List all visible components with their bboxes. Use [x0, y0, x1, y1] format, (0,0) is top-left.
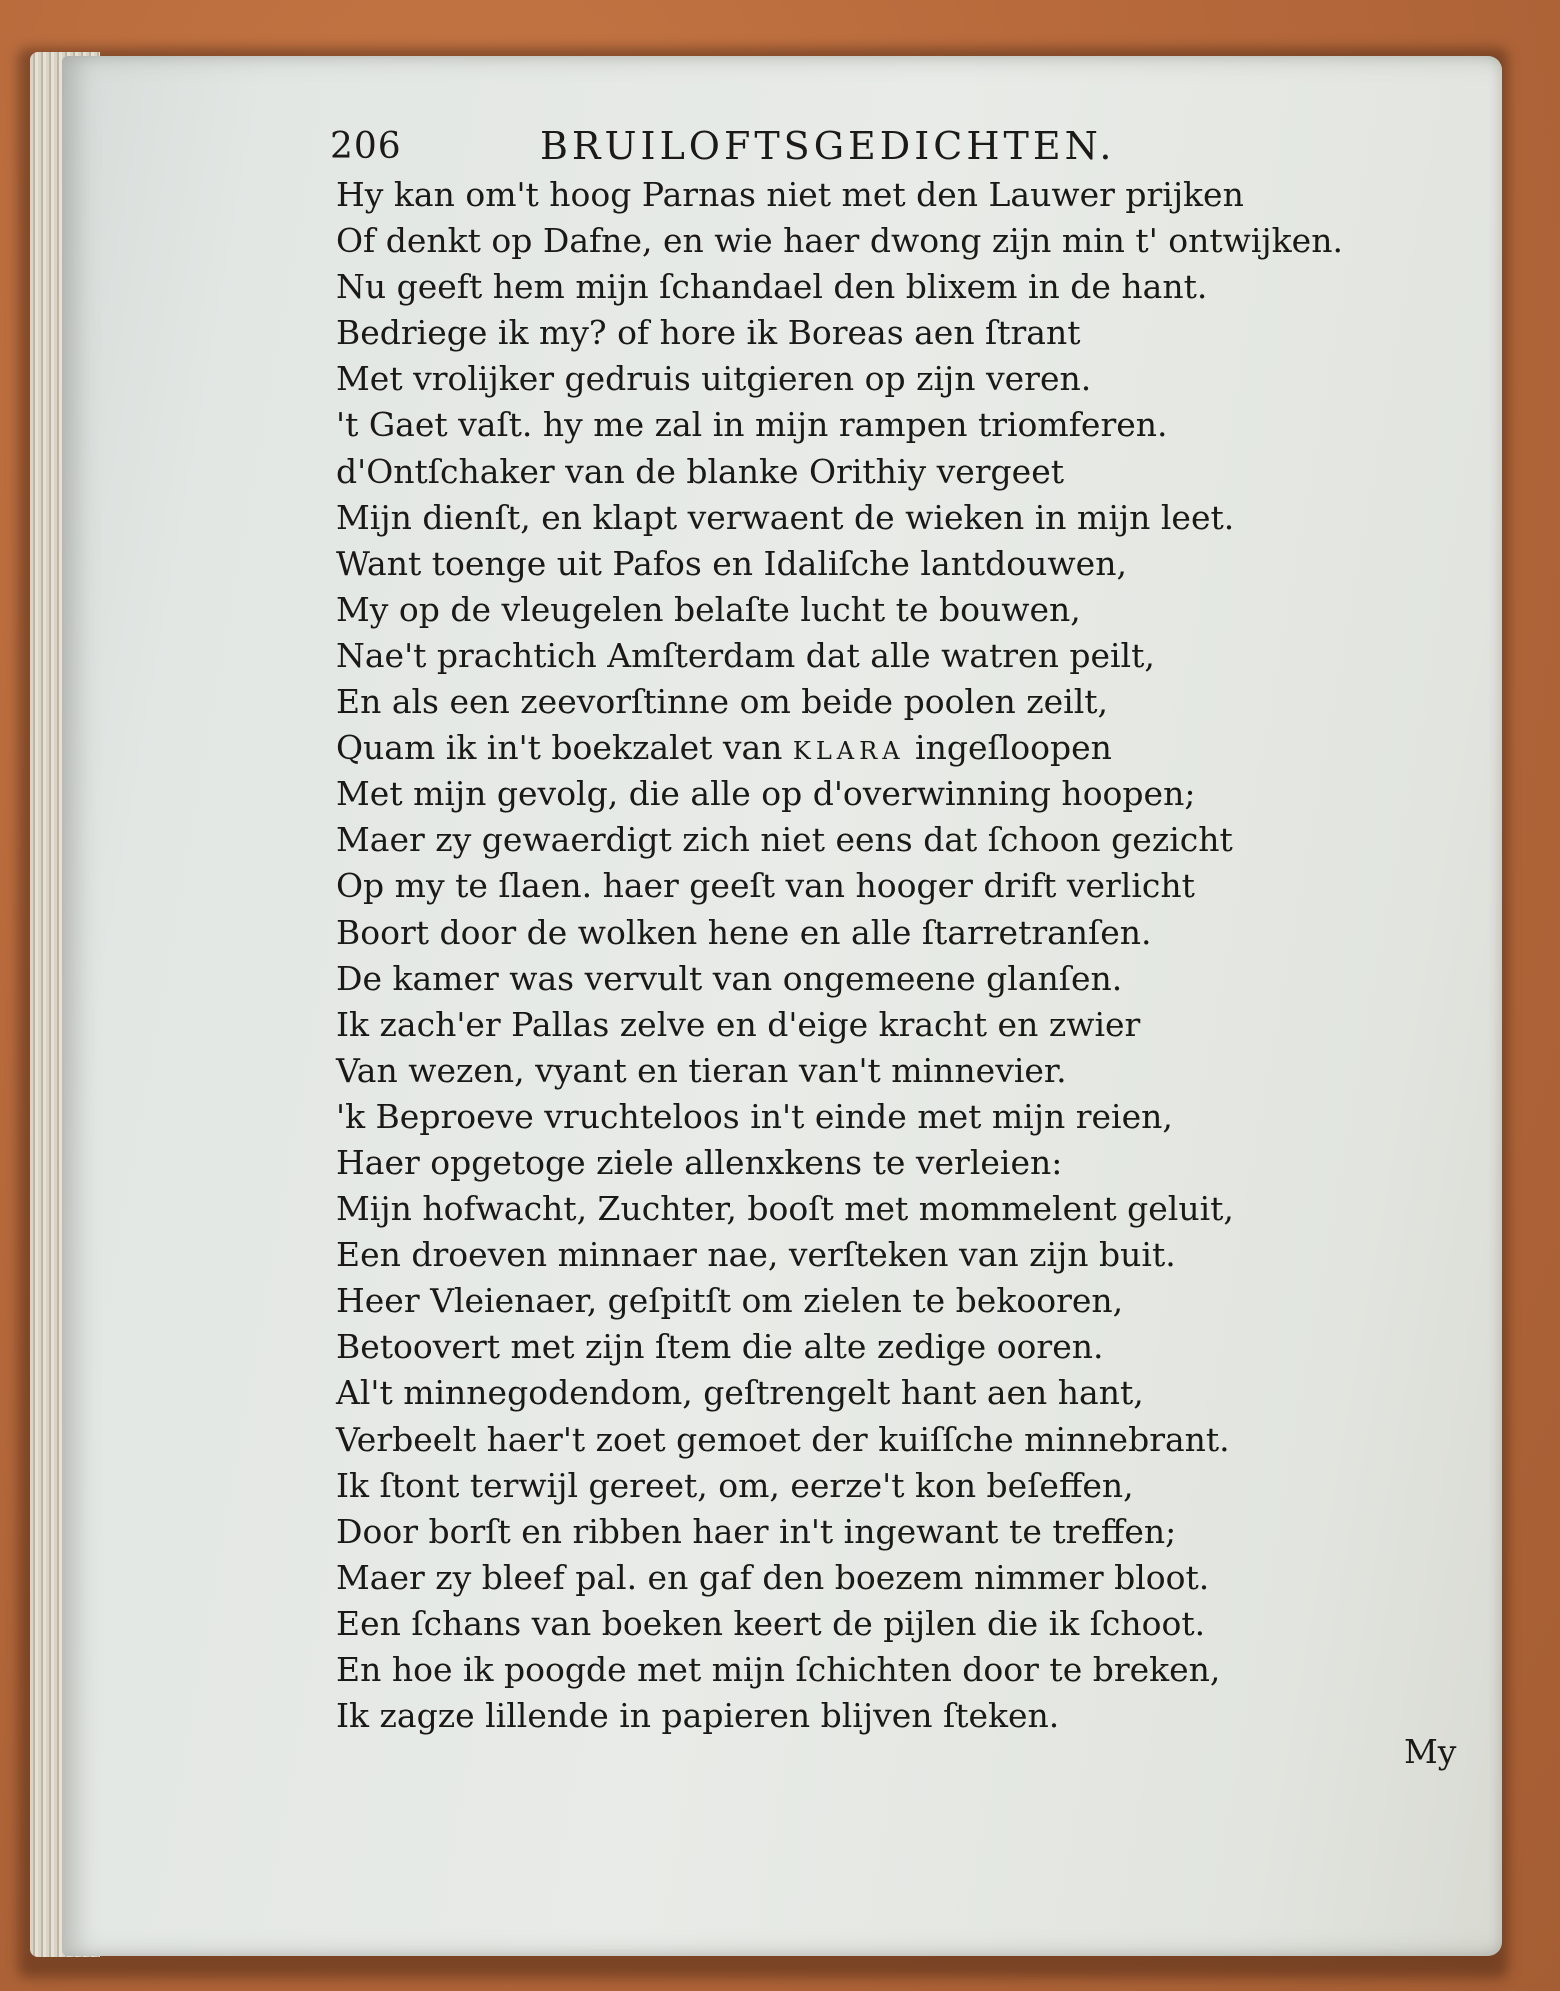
catchword: My: [1404, 1732, 1457, 1771]
verse-line: De kamer was vervult van ongemeene glanſen.: [336, 958, 1123, 998]
verse-line: Met mijn gevolg, die alle op d'overwinning hoopen;: [336, 774, 1196, 814]
verse-line: Want toenge uit Pafos en Idaliſche lantdouwen,: [336, 543, 1127, 583]
verse-line: Of denkt op Dafne, en wie haer dwong zijn min t' ontwijken.: [336, 221, 1343, 261]
running-title: BRUILOFTSGEDICHTEN.: [540, 124, 1116, 168]
verse-line: Heer Vleienaer, geſpitſt om zielen te bekooren,: [336, 1281, 1124, 1321]
verse-line: Al't minnegodendom, geſtrengelt hant aen hant,: [336, 1373, 1144, 1413]
verse-line-end: ingeſloopen: [904, 728, 1112, 768]
verse-line: Betoovert met zijn ſtem die alte zedige ooren.: [336, 1327, 1104, 1367]
verse-line-with-name: [336, 725, 1486, 771]
verse-line: Nu geeft hem mijn ſchandael den blixem in de hant.: [336, 267, 1208, 307]
verse-line: Maer zy gewaerdigt zich niet eens dat ſchoon gezicht: [336, 820, 1233, 860]
verse-line: Boort door de wolken hene en alle ſtarretranſen.: [336, 912, 1152, 952]
page-number: 206: [330, 126, 402, 167]
verse-line: Ik ſtont terwijl gereet, om, eerze't kon beſeffen,: [336, 1465, 1134, 1505]
verse-line: d'Ontſchaker van de blanke Orithiy vergeet: [336, 451, 1064, 491]
verse-line: Door borſt en ribben haer in't ingewant te treffen;: [336, 1511, 1177, 1551]
verse-line: Hy kan om't hoog Parnas niet met den Lauwer prijken: [336, 175, 1244, 214]
verse-line: Haer opgetoge ziele allenxkens te verleien:: [336, 1142, 1063, 1182]
verse-line: Verbeelt haer't zoet gemoet der kuiſſche minnebrant.: [336, 1419, 1230, 1459]
verse-line: Mijn dienſt, en klapt verwaent de wieken in mijn leet.: [336, 497, 1235, 537]
verse-line: Een droeven minnaer nae, verſteken van zijn buit.: [336, 1235, 1176, 1275]
verse-line-start: Quam ik in't boekzalet van: [336, 728, 793, 768]
verse-line: Nae't prachtich Amſterdam dat alle watren peilt,: [336, 635, 1155, 675]
verse-line: 'k Beproeve vruchteloos in't einde met mijn reien,: [336, 1096, 1173, 1136]
verse-line: My op de vleugelen belaſte lucht te bouwen,: [336, 589, 1081, 629]
verse-line: Maer zy bleef pal. en gaf den boezem nimmer bloot.: [336, 1557, 1210, 1597]
verse-line: Bedriege ik my? of hore ik Boreas aen ſtrant: [336, 313, 1081, 353]
verse-line: Ik zagze lillende in papieren blijven ſteken.: [336, 1696, 1060, 1736]
poem-text: [336, 172, 1486, 1739]
verse-line: Met vrolijker gedruis uitgieren op zijn veren.: [336, 359, 1092, 399]
page-header: [330, 120, 1290, 180]
verse-line: 't Gaet vaſt. hy me zal in mijn rampen triomferen.: [336, 405, 1168, 445]
verse-line: Van wezen, vyant en tieran van't minnevier.: [336, 1050, 1067, 1090]
verse-line: En hoe ik poogde met mijn ſchichten door te breken,: [336, 1650, 1221, 1689]
verse-line: Op my te ſlaen. haer geeſt van hooger drift verlicht: [336, 866, 1195, 906]
verse-line: En als een zeevorſtinne om beide poolen zeilt,: [336, 682, 1109, 722]
verse-line: Mijn hofwacht, Zuchter, booſt met mommelent geluit,: [336, 1189, 1234, 1229]
name-klara: KLARA: [792, 737, 905, 766]
verse-line: Ik zach'er Pallas zelve en d'eige kracht en zwier: [336, 1004, 1141, 1044]
verse-line: Een ſchans van boeken keert de pijlen die ik ſchoot.: [336, 1603, 1206, 1643]
